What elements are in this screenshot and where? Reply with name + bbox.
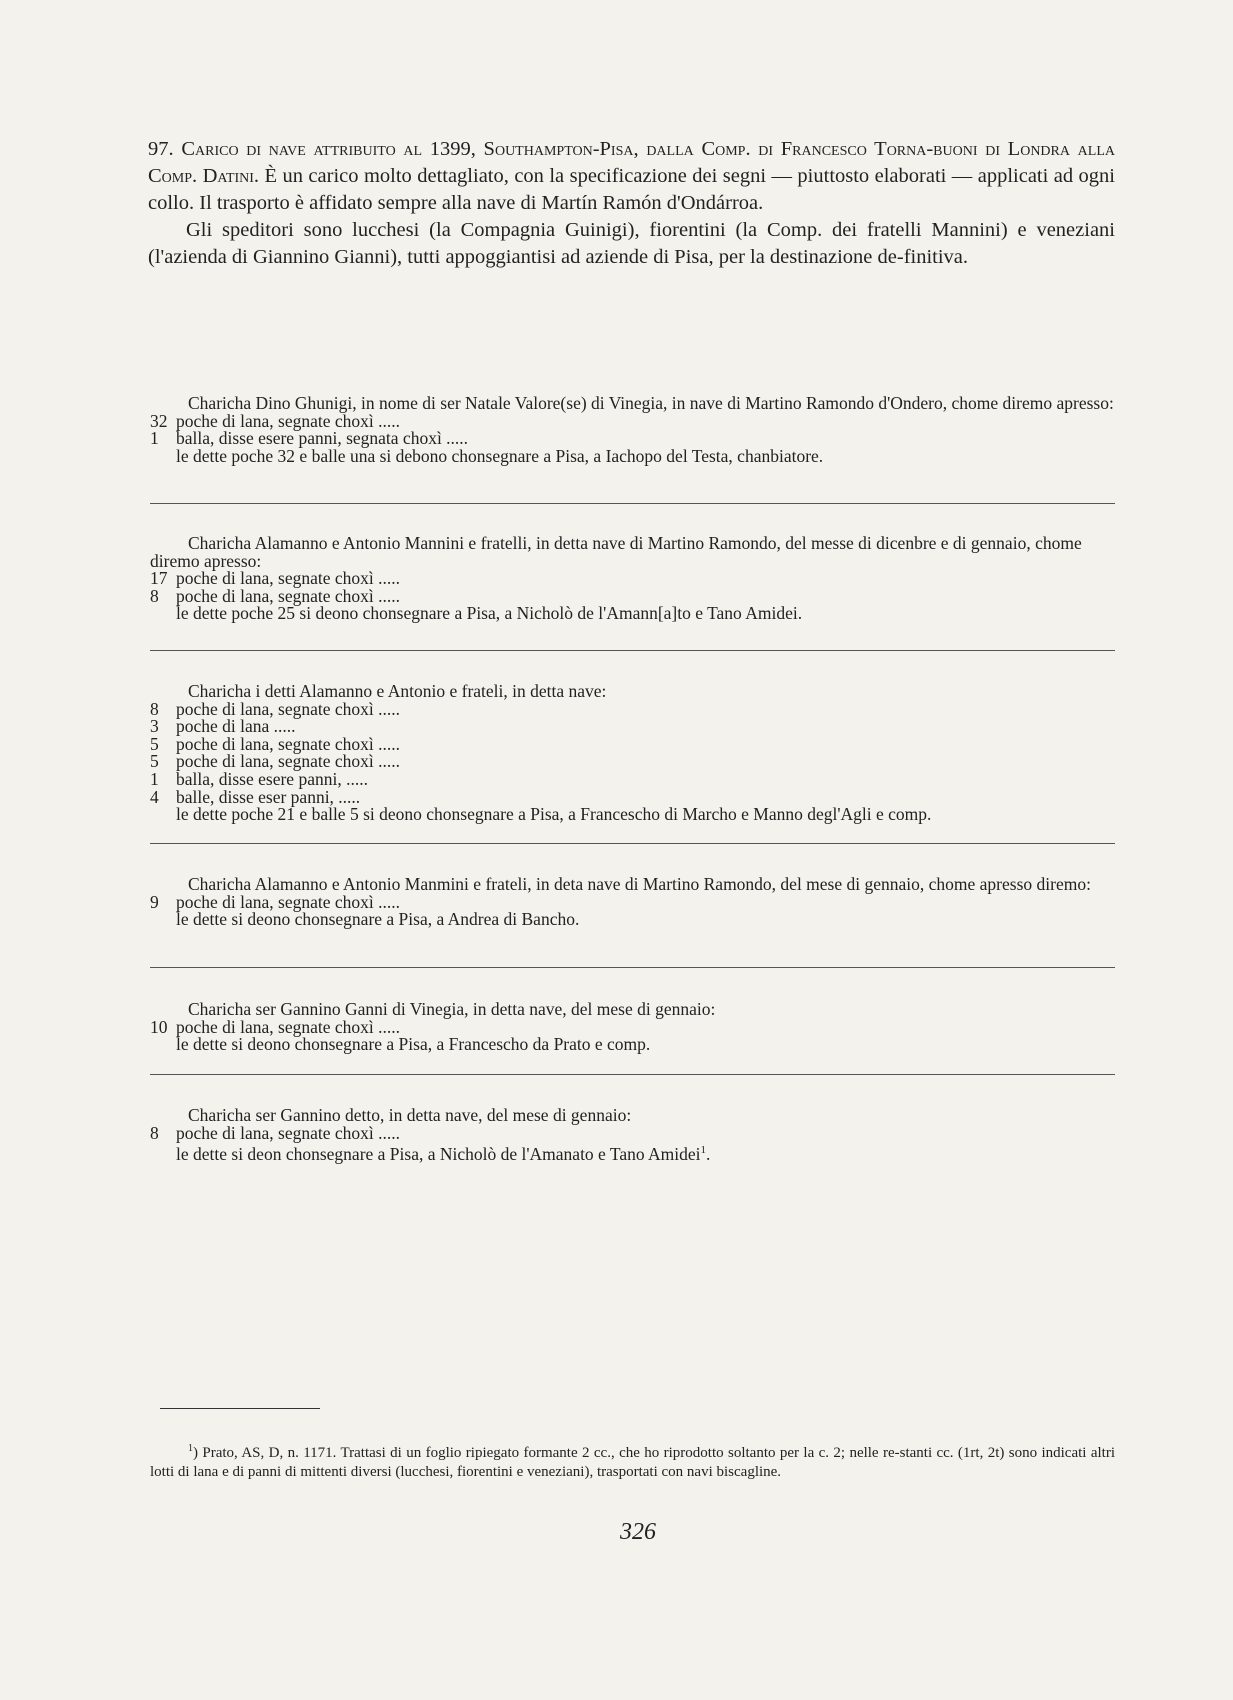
cargo-entry [150,535,1115,623]
cargo-line [150,1122,1115,1143]
cargo-qty: 32 [150,410,168,431]
cargo-desc: poche di lana, segnate choxì ..... [176,410,401,431]
entry-number: 97. [148,138,174,160]
cargo-entry [150,683,1115,824]
cargo-qty: 9 [150,891,159,912]
section-divider [150,650,1115,651]
cargo-desc: poche di lana, segnate choxì ..... [176,751,401,772]
page-number: 326 [620,1519,656,1545]
cargo-qty: 8 [150,585,159,606]
cargo-entry [150,876,1115,929]
entry-closing: le dette si deono chonsegnare a Pisa, a Francescho da Prato e comp. [176,1034,651,1055]
cargo-qty: 4 [150,786,159,807]
entry-closing: le dette poche 21 e balle 5 si deono chonsegnare a Pisa, a Francescho di Marcho e Manno degl'Agli e comp. [176,804,932,825]
cargo-line [150,430,1115,448]
entry-closing [150,1142,1115,1163]
heading-paragraph [148,136,1115,217]
entry-title: Carico di nave attribuito al 1399, Southampton-Pisa, dalla Comp. di Francesco Torna-buoni di Londra alla Comp. Datini. [148,138,1116,187]
entry-intro: Charicha Alamanno e Antonio Mannini e fratelli, in detta nave di Martino Ramondo, del messe di dicenbre e di gennaio, chome diremo apresso: [150,533,1082,571]
section-divider [150,503,1115,504]
cargo-line [150,891,1115,912]
cargo-desc: balle, disse eser panni, ..... [176,786,361,807]
cargo-entry [150,395,1115,465]
cargo-desc: poche di lana, segnate choxì ..... [176,698,401,719]
footnote-paragraph [150,1439,1115,1482]
cargo-desc: poche di lana, segnate choxì ..... [176,1016,401,1037]
cargo-qty: 3 [150,716,159,737]
section-divider [150,843,1115,844]
cargo-desc: poche di lana, segnate choxì ..... [176,1122,401,1143]
cargo-qty: 8 [150,1122,159,1143]
entry-closing: le dette poche 32 e balle una si debono chonsegnare a Pisa, a Iachopo del Testa, chanbiatore. [176,445,824,466]
cargo-qty: 5 [150,751,159,772]
cargo-entry [150,1107,1115,1164]
cargo-entry [150,1001,1115,1054]
footnote-text: ) Prato, AS, D, n. 1171. Trattasi di un foglio ripiegato formante 2 cc., che ho riprodotto soltanto per la c. 2; nelle re-stanti cc. (1rt, 2t) sono indicati altri lotti di lana e di panni di mittenti diversi (lucchesi, fiorentini e veneziani), trasportati con navi biscagline. [150,1445,1115,1480]
cargo-qty: 5 [150,733,159,754]
entry-intro: Charicha i detti Alamanno e Antonio e frateli, in detta nave: [188,681,607,701]
cargo-qty: 1 [150,428,159,449]
section-divider [150,1074,1115,1075]
cargo-desc: balla, disse esere panni, ..... [176,768,368,789]
entry-intro: Charicha ser Gannino detto, in detta nave, del mese di gennaio: [188,1105,632,1125]
entry-intro: Charicha Dino Ghunigi, in nome di ser Natale Valore(se) di Vinegia, in nave di Martino Ramondo d'Ondero, chome diremo apresso: [188,393,1114,413]
entry-description: È un carico molto dettagliato, con la specificazione dei segni — piuttosto elaborati — applicati ad ogni collo. Il trasporto è affidato sempre alla nave di Martín Ramón d'Ondárroa. [148,165,1115,214]
entry-closing: le dette poche 25 si deono chonsegnare a Pisa, a Nicholò de l'Amann[a]to e Tano Amidei. [176,603,803,624]
footnote-marker: 1 [188,1443,193,1454]
closing-period: . [706,1144,711,1165]
entry-closing: le dette si deono chonsegnare a Pisa, a Andrea di Bancho. [176,909,580,930]
heading-paragraph-2: Gli speditori sono lucchesi (la Compagnia Guinigi), fiorentini (la Comp. dei fratelli Mannini) e veneziani (l'azienda di Giannino Gianni), tutti appoggiantisi ad aziende di Pisa, per la destinazione de-finitiva. [148,219,1115,268]
footnote-divider [160,1408,320,1409]
cargo-desc: poche di lana, segnate choxì ..... [176,891,401,912]
cargo-qty: 10 [150,1016,168,1037]
cargo-desc: poche di lana ..... [176,716,296,737]
cargo-line [150,786,1115,807]
cargo-desc: poche di lana, segnate choxì ..... [176,733,401,754]
footnote-reference: 1 [700,1144,707,1157]
cargo-line [150,1016,1115,1037]
cargo-desc: poche di lana, segnate choxì ..... [176,568,401,589]
section-divider [150,967,1115,968]
cargo-desc: poche di lana, segnate choxì ..... [176,585,401,606]
cargo-qty: 1 [150,768,159,789]
entry-heading [148,136,1115,271]
cargo-desc: balla, disse esere panni, segnata choxì ..... [176,428,469,449]
entry-closing-text: le dette si deon chonsegnare a Pisa, a Nicholò de l'Amanato e Tano Amidei [176,1144,701,1165]
footnote [150,1439,1115,1482]
cargo-qty: 17 [150,568,168,589]
cargo-qty: 8 [150,698,159,719]
entry-intro: Charicha Alamanno e Antonio Manmini e frateli, in deta nave di Martino Ramondo, del mese di gennaio, chome apresso diremo: [188,874,1091,894]
entry-intro: Charicha ser Gannino Ganni di Vinegia, in detta nave, del mese di gennaio: [188,999,716,1019]
cargo-line [150,585,1115,606]
